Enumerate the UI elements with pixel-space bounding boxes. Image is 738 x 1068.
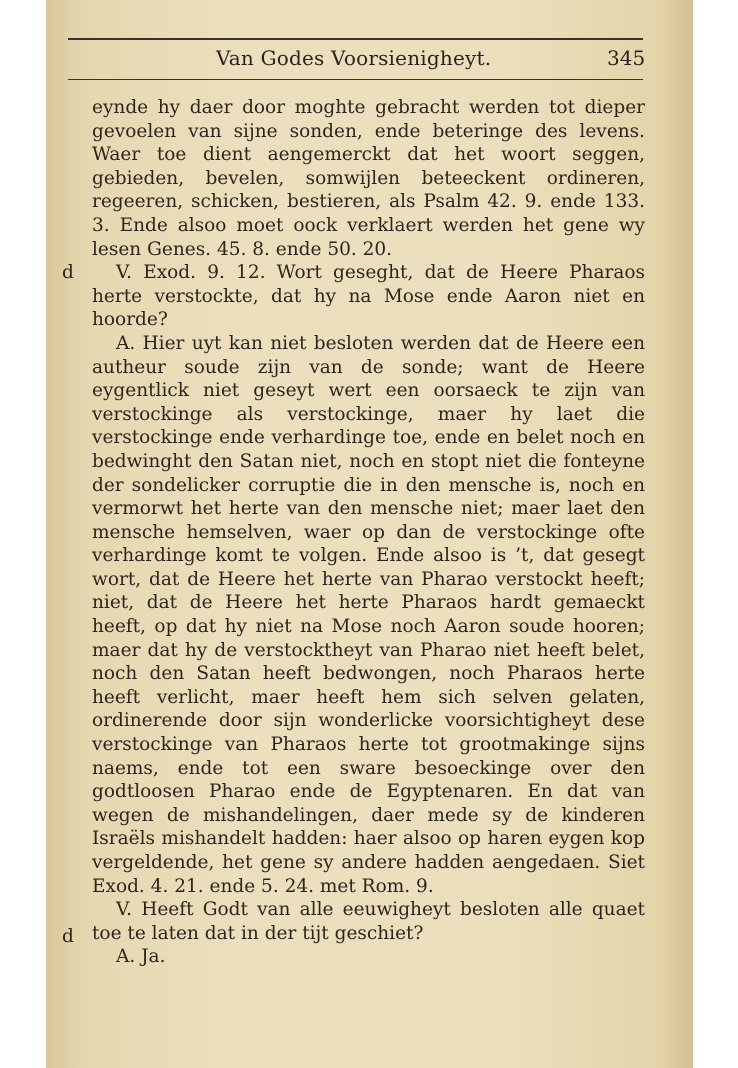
running-title: Van Godes Voorsienigheyt. [216,46,492,70]
header-rule-top [68,38,643,40]
answer-paragraph: A. Ja. [116,946,166,968]
answer-paragraph: A. Hier uyt kan niet besloten werden dat de Heere een autheur soude zijn van de sonde; want de Heere eygentlick niet geseyt wert een oorsaeck te zijn van verstockinge als verstockinge, maer hy laet die verstockinge ende verhardinge toe, ende en belet noch en bedwinght den Satan niet, noch en stopt niet die fonteyne der sondelicker corruptie die in den mensche is, noch en vermorwt het herte van den mensche niet; maer laet den mensche hemselven, waer op dan de verstockinge ofte verhardinge komt te volgen. Ende alsoo is ’t, dat gesegt wort, dat de Heere het herte van Pharao verstockt heeft; niet, dat de Heere het herte Pharaos hardt gemaeckt heeft, op dat hy niet na Mose noch Aaron soude hooren; maer dat hy de verstocktheyt van Pharao niet heeft belet, noch den Satan heeft bedwongen, noch Pharaos herte heeft verlicht, maer heeft hem sich selven gelaten, ordinerende door sijn wonderlicke voorsichtigheyt dese verstockinge van Pharaos herte tot grootmakinge sijns naems, ende tot een sware besoeckinge over den godtloosen Pharao ende de Egyptenaren. En dat van wegen de mishandelingen, daer mede sy de kinderen Israëls mishandelt hadden: haer alsoo op haren eygen kop vergeldende, het gene sy andere hadden aengedaen. Siet Exod. 4. 21. ende 5. 24. met Rom. 9. [92,332,645,897]
body-text [92,96,645,969]
margin-marker: d [62,262,74,283]
question-paragraph: V. Exod. 9. 12. Wort geseght, dat de Heere Pharaos herte verstockte, dat hy na Mose ende Aaron niet en hoorde? [92,262,645,331]
margin-marker: d [62,926,74,947]
header-rule-bottom [68,79,643,80]
page-number: 345 [607,46,646,70]
paragraph-continuation: eynde hy daer door moghte gebracht werden tot dieper gevoelen van sijne sonden, ende beteringe des levens. Waer toe dient aengemerckt dat het woort seggen, gebieden, bevelen, somwijlen beteeckent ordineren, regeeren, schicken, bestieren, als Psalm 42. 9. ende 133. 3. Ende alsoo moet oock verklaert werden het gene wy lesen Genes. 45. 8. ende 50. 20. [92,97,645,260]
question-paragraph: V. Heeft Godt van alle eeuwigheyt besloten alle quaet toe te laten dat in der tijt geschiet? [92,899,645,944]
